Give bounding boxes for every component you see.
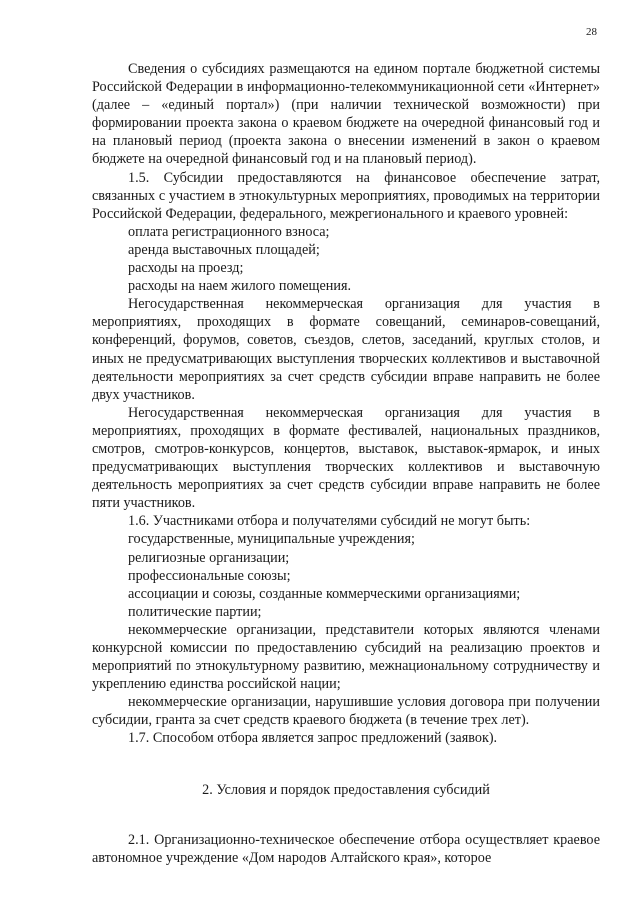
- list-item: ассоциации и союзы, созданные коммерческими организациями;: [128, 585, 521, 602]
- list-item: политические партии;: [128, 603, 262, 620]
- page-number: 28: [586, 26, 597, 38]
- list-item: религиозные организации;: [128, 549, 290, 566]
- list-item: государственные, муниципальные учреждения;: [128, 531, 415, 548]
- paragraph-1-5: 1.5. Субсидии предоставляются на финансовое обеспечение затрат, связанных с участием в этнокультурных мероприятиях, проводимых на территории Российской Федерации, федерального, межрегионального и краевого уровней:: [92, 169, 600, 222]
- excluded-list: [92, 530, 600, 620]
- list-item: профессиональные союзы;: [128, 567, 291, 584]
- list-item: расходы на наем жилого помещения.: [128, 278, 352, 295]
- paragraph-subsidy-info: Сведения о субсидиях размещаются на едином портале бюджетной системы Российской Федерации в информационно-телекоммуникационной сети «Интернет» (далее – «единый портал») (при наличии технической возможности) при формировании проекта закона о краевом бюджете на очередной финансовый год и на плановый период (проекта закона о внесении изменений в закон о краевом бюджете на очередной финансовый год и на плановый период).: [92, 61, 600, 168]
- paragraph-five-participants: Негосударственная некоммерческая организация для участия в мероприятиях, проходящих в формате фестивалей, национальных праздников, смотров, смотров-конкурсов, концертов, выставок, выставок-ярмарок, и иных предусматривающих выступления творческих коллективов и выставочную деятельность мероприятиях за счет средств субсидии вправе направить не более пяти участников.: [92, 404, 600, 512]
- costs-list: [92, 223, 600, 295]
- paragraph-2-1: 2.1. Организационно-техническое обеспечение отбора осуществляет краевое автономное учреждение «Дом народов Алтайского края», которое: [92, 831, 600, 866]
- paragraph-contract-violators: некоммерческие организации, нарушившие условия договора при получении субсидии, гранта за счет средств краевого бюджета (в течение трех лет).: [92, 694, 600, 729]
- paragraph-two-participants: Негосударственная некоммерческая организация для участия в мероприятиях, проходящих в формате совещаний, семинаров-совещаний, конференций, форумов, советов, съездов, слетов, заседаний, круглых столов, и иных не предусматривающих выступления творческих коллективов и выставочной деятельности мероприятиях за счет средств субсидии вправе направить не более двух участников.: [92, 296, 600, 403]
- list-item: оплата регистрационного взноса;: [128, 223, 330, 240]
- paragraph-commission-members: некоммерческие организации, представители которых являются членами конкурсной комиссии по предоставлению субсидий на реализацию проектов и мероприятий по этнокультурному развитию, межнациональному сотрудничеству и укреплению единства российской нации;: [92, 621, 600, 693]
- section-heading: 2. Условия и порядок предоставления субсидий: [202, 781, 490, 798]
- paragraph-1-6: 1.6. Участниками отбора и получателями субсидий не могут быть:: [128, 513, 531, 530]
- list-item: аренда выставочных площадей;: [128, 241, 320, 258]
- list-item: расходы на проезд;: [128, 260, 244, 277]
- document-body: [92, 60, 600, 867]
- paragraph-1-7: 1.7. Способом отбора является запрос предложений (заявок).: [128, 730, 498, 747]
